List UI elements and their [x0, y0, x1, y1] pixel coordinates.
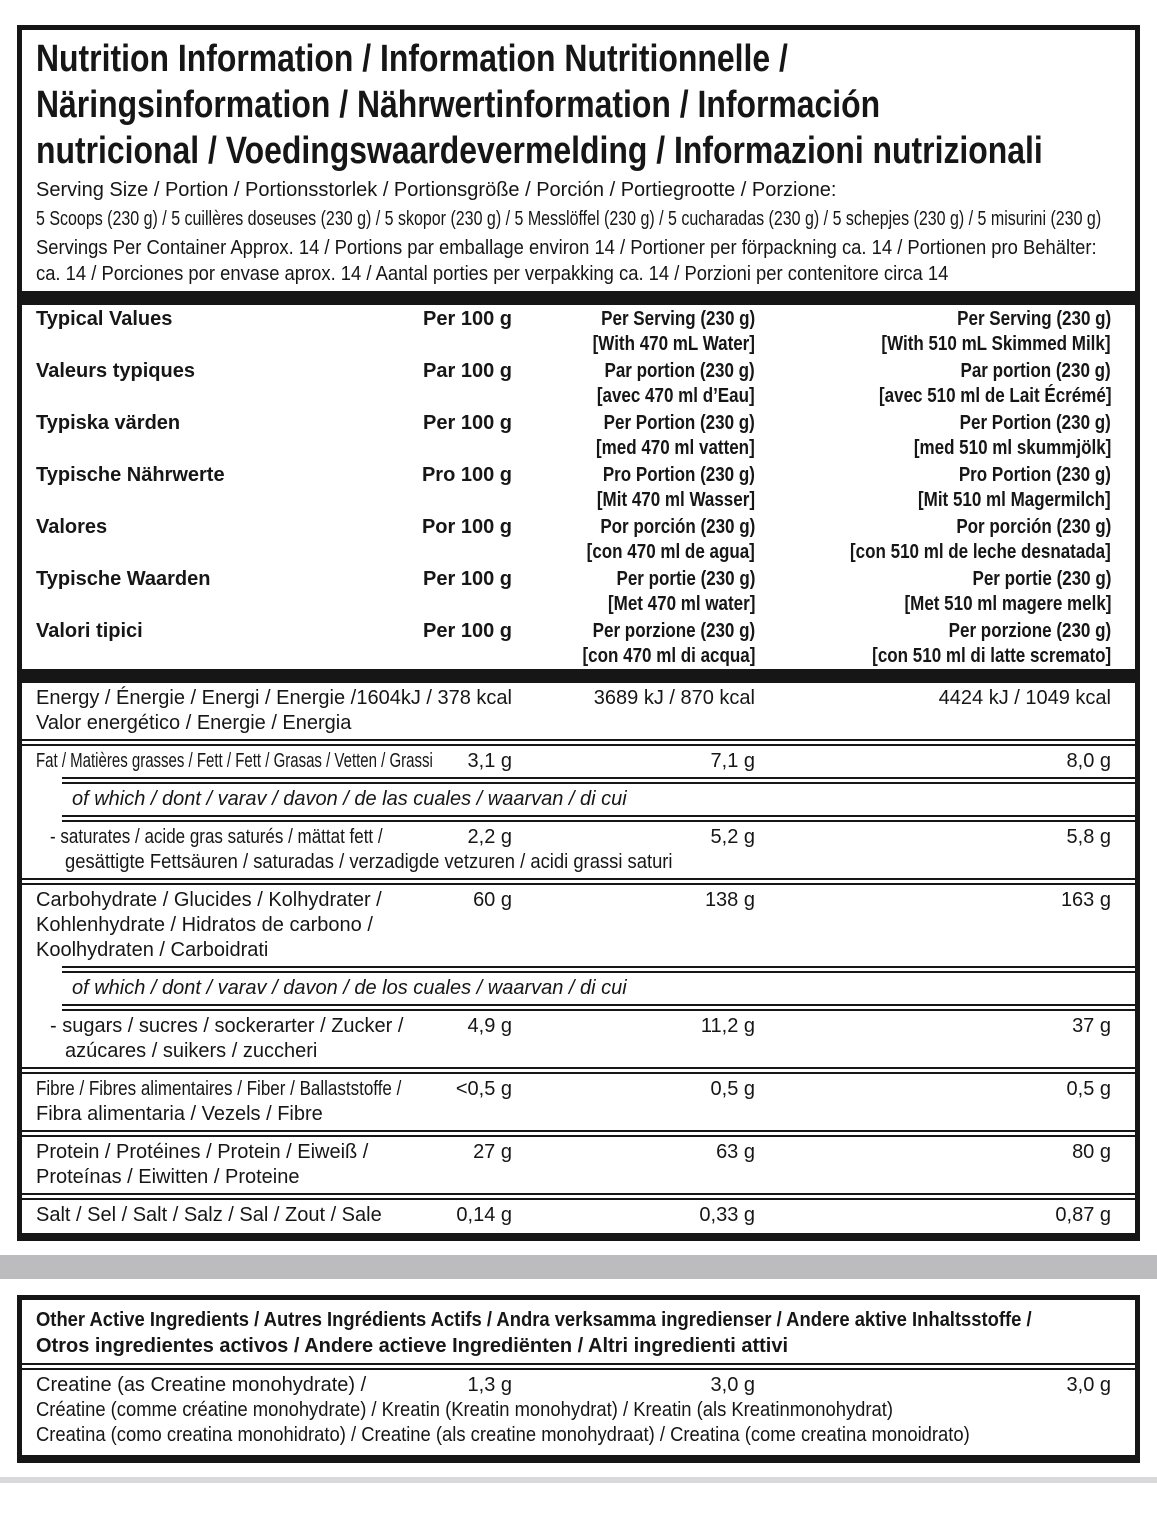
- typical-values-label: Valores: [36, 516, 108, 538]
- header-line: Per Portion (230 g): [603, 412, 755, 434]
- nutrition-facts-panel: [17, 25, 1140, 1241]
- label-line: Koolhydraten / Carboidrati: [36, 939, 269, 961]
- servings-per-container-text: Servings Per Container Approx. 14 / Portions par emballage environ 14 / Portioner per förpackning ca. 14 / Portionen pro Behälter: ca. 14 / Porciones por envase aprox. 14 / Aantal porties per verpakking ca. 14 / Porzioni per contenitore circa 14: [36, 237, 1097, 285]
- value-per-serving-water: 0,5 g: [710, 1078, 755, 1100]
- header-line: Per Serving (230 g): [956, 308, 1111, 330]
- value-per-serving-milk: 0,87 g: [1055, 1204, 1111, 1226]
- header-line: Por porción (230 g): [956, 516, 1111, 538]
- per-100g-header: Per 100 g: [423, 308, 512, 330]
- header-line: [With 510 mL Skimmed Milk]: [881, 333, 1111, 355]
- section-bar-values: [22, 669, 1135, 683]
- page-title: [36, 36, 1121, 174]
- value-per-100g: 4,9 g: [467, 1015, 512, 1037]
- serving-scoops-text: 5 Scoops (230 g) / 5 cuillères doseuses (230 g) / 5 skopor (230 g) / 5 Messlöffel (230 g) / 5 cucharadas (230 g) / 5 schepjes (230 g) / 5 misurini (230 g): [36, 208, 1102, 230]
- header-line: Otros ingredientes activos / Andere actieve Ingrediënten / Altri ingredienti attivi: [36, 1335, 789, 1357]
- typical-values-label: Typical Values: [36, 308, 173, 330]
- header-line: Par portion (230 g): [604, 360, 755, 382]
- value-per-100g: 0,14 g: [456, 1204, 512, 1226]
- row-fat: [22, 746, 1135, 777]
- servings-per-container: [36, 235, 1121, 287]
- title-line: Nutrition Information / Information Nutritionnelle /: [36, 38, 788, 80]
- value-per-100g: 1,3 g: [467, 1374, 512, 1396]
- per-serving-milk-header: [731, 463, 1111, 513]
- row-divider: [22, 739, 1135, 746]
- serving-size-label: Serving Size / Portion / Portionsstorlek / Portionsgröße / Porción / Portiegrootte / Porzione:: [36, 179, 837, 201]
- row-divider: [62, 815, 1135, 822]
- other-active-ingredients-panel: [17, 1295, 1140, 1463]
- value-per-serving-water: 5,2 g: [710, 826, 755, 848]
- per-serving-water-header: [435, 463, 755, 513]
- header-line: Other Active Ingredients / Autres Ingrédients Actifs / Andra verksamma ingredienser / Andere aktive Inhaltsstoffe /: [36, 1309, 1032, 1331]
- header-line: [Met 510 ml magere melk]: [904, 593, 1111, 615]
- table-header-row-nl: [22, 565, 1135, 617]
- section-bar-top: [22, 291, 1135, 305]
- header-line: [med 470 ml vatten]: [596, 437, 755, 459]
- table-header-row-de: [22, 461, 1135, 513]
- header-line: [con 510 ml de leche desnatada]: [850, 541, 1111, 563]
- header-line: Par portion (230 g): [960, 360, 1111, 382]
- row-sugars: [22, 1011, 1135, 1067]
- row-divider: [22, 878, 1135, 885]
- label-line: - saturates / acide gras saturés / mättat fett /: [50, 826, 383, 848]
- header-line: Pro Portion (230 g): [958, 464, 1111, 486]
- header-line: Por porción (230 g): [600, 516, 755, 538]
- per-serving-water-header: [435, 359, 755, 409]
- serving-scoops: [36, 206, 1121, 232]
- row-salt: [22, 1200, 1135, 1231]
- value-per-100g: 3,1 g: [467, 750, 512, 772]
- row-protein: [22, 1137, 1135, 1193]
- value-per-serving-water: 0,33 g: [699, 1204, 755, 1226]
- header-line: Per Serving (230 g): [600, 308, 755, 330]
- typical-values-label: Typiska värden: [36, 412, 181, 434]
- label-line: of which / dont / varav / davon / de las cuales / waarvan / di cui: [72, 788, 627, 810]
- per-serving-water-header: [435, 307, 755, 357]
- header-line: Per porzione (230 g): [592, 620, 755, 642]
- header-line: Per Portion (230 g): [959, 412, 1111, 434]
- value-per-serving-milk: 4424 kJ / 1049 kcal: [938, 687, 1111, 709]
- row-of-which-fat: [22, 784, 1135, 815]
- header-line: [med 510 ml skummjölk]: [913, 437, 1111, 459]
- table-header-row-it: [22, 617, 1135, 669]
- label-line: Protein / Protéines / Protein / Eiweiß /: [36, 1141, 369, 1163]
- nutrition-label-page: [0, 25, 1157, 1483]
- table-header-row-fr: [22, 357, 1135, 409]
- label-line: azúcares / suikers / zuccheri: [65, 1040, 318, 1062]
- header-line: [con 510 ml di latte scremato]: [871, 645, 1111, 667]
- value-per-serving-water: 63 g: [716, 1141, 755, 1163]
- value-per-100g: 27 g: [473, 1141, 512, 1163]
- value-per-100g: 60 g: [473, 889, 512, 911]
- header-line: Per portie (230 g): [972, 568, 1111, 590]
- value-per-100g: 1604kJ / 378 kcal: [356, 687, 512, 709]
- title-line: Näringsinformation / Nährwertinformation / Información: [36, 84, 881, 126]
- value-per-serving-milk: 37 g: [1072, 1015, 1111, 1037]
- value-per-serving-water: 3,0 g: [710, 1374, 755, 1396]
- label-line: Proteínas / Eiwitten / Proteine: [36, 1166, 300, 1188]
- value-per-serving-water: 11,2 g: [700, 1015, 755, 1037]
- value-per-serving-milk: 3,0 g: [1066, 1374, 1111, 1396]
- label-line: gesättigte Fettsäuren / saturadas / verzadigde vetzuren / acidi grassi saturi: [65, 851, 673, 873]
- value-per-serving-milk: 163 g: [1060, 889, 1111, 911]
- row-energy: [22, 683, 1135, 739]
- label-line: Salt / Sel / Salt / Salz / Sal / Zout / Sale: [36, 1204, 382, 1226]
- label-line: Fibre / Fibres alimentaires / Fiber / Ballaststoffe /: [36, 1078, 402, 1100]
- row-divider: [22, 1067, 1135, 1074]
- label-line: Creatine (as Creatine monohydrate) /: [36, 1374, 367, 1396]
- value-per-serving-milk: 8,0 g: [1066, 750, 1111, 772]
- per-serving-milk-header: [731, 307, 1111, 357]
- typical-values-label: Typische Nährwerte: [36, 464, 225, 486]
- row-divider: [22, 1363, 1135, 1370]
- label-line: Creatina (como creatina monohidrato) / Creatine (als creatine monohydraat) / Creatina (come creatina monoidrato): [36, 1424, 970, 1446]
- per-serving-water-header: [435, 567, 755, 617]
- value-per-serving-milk: 80 g: [1072, 1141, 1111, 1163]
- header-line: [avec 510 ml de Lait Écrémé]: [878, 385, 1111, 407]
- bottom-gap-bar: [0, 1477, 1157, 1483]
- label-line: Fibra alimentaria / Vezels / Fibre: [36, 1103, 323, 1125]
- label-line: Carbohydrate / Glucides / Kolhydrater /: [36, 889, 382, 911]
- label-line: Energy / Énergie / Energi / Energie /: [36, 687, 357, 709]
- per-serving-water-header: [435, 515, 755, 565]
- table-header-row-es: [22, 513, 1135, 565]
- table-header-row-sv: [22, 409, 1135, 461]
- header-line: Per portie (230 g): [616, 568, 755, 590]
- other-active-ingredients-header: [22, 1300, 1135, 1363]
- title-line: nutricional / Voedingswaardevermelding / Informazioni nutrizionali: [36, 130, 1043, 172]
- value-per-serving-milk: 5,8 g: [1066, 826, 1111, 848]
- per-100g-header: Per 100 g: [423, 568, 512, 590]
- per-100g-header: Par 100 g: [423, 360, 512, 382]
- value-per-100g: <0,5 g: [455, 1078, 512, 1100]
- row-fibre: [22, 1074, 1135, 1130]
- header-line: Pro Portion (230 g): [602, 464, 755, 486]
- row-saturates: [22, 822, 1135, 878]
- row-divider: [62, 777, 1135, 784]
- per-serving-water-header: [435, 411, 755, 461]
- per-serving-milk-header: [731, 411, 1111, 461]
- per-100g-header: Per 100 g: [423, 412, 512, 434]
- per-serving-milk-header: [731, 359, 1111, 409]
- typical-values-label: Typische Waarden: [36, 568, 211, 590]
- label-line: Fat / Matières grasses / Fett / Fett / Grasas / Vetten / Grassi: [36, 750, 433, 772]
- value-per-100g: 2,2 g: [467, 826, 512, 848]
- per-serving-milk-header: [731, 567, 1111, 617]
- header-line: Per porzione (230 g): [948, 620, 1111, 642]
- per-serving-milk-header: [731, 515, 1111, 565]
- per-serving-water-header: [435, 619, 755, 669]
- label-line: - sugars / sucres / sockerarter / Zucker /: [50, 1015, 404, 1037]
- row-carbohydrate: [22, 885, 1135, 966]
- header-line: [Mit 510 ml Magermilch]: [918, 489, 1111, 511]
- row-creatine: [22, 1370, 1135, 1451]
- label-line: Créatine (comme créatine monohydrate) / Kreatin (Kreatin monohydrat) / Kreatin (als Kreatinmonohydrat): [36, 1399, 894, 1421]
- row-divider: [62, 1004, 1135, 1011]
- label-line: Valor energético / Energie / Energia: [36, 712, 352, 734]
- header-line: [con 470 ml de agua]: [586, 541, 755, 563]
- value-per-serving-water: 3689 kJ / 870 kcal: [593, 687, 755, 709]
- row-divider: [22, 1130, 1135, 1137]
- header-line: [avec 470 ml d’Eau]: [597, 385, 755, 407]
- value-per-serving-water: 7,1 g: [710, 750, 755, 772]
- row-divider: [62, 966, 1135, 973]
- per-100g-header: Pro 100 g: [421, 464, 512, 486]
- header-line: [con 470 ml di acqua]: [582, 645, 755, 667]
- header-line: [With 470 mL Water]: [592, 333, 755, 355]
- per-serving-milk-header: [731, 619, 1111, 669]
- panel-gap-bar: [0, 1255, 1157, 1279]
- typical-values-label: Valori tipici: [36, 620, 143, 642]
- row-of-which-carbohydrate: [22, 973, 1135, 1004]
- value-per-serving-milk: 0,5 g: [1066, 1078, 1111, 1100]
- typical-values-label: Valeurs typiques: [36, 360, 195, 382]
- table-header-row-en: [22, 305, 1135, 357]
- per-100g-header: Per 100 g: [423, 620, 512, 642]
- row-divider: [22, 1193, 1135, 1200]
- label-line: Kohlenhydrate / Hidratos de carbono /: [36, 914, 373, 936]
- per-100g-header: Por 100 g: [421, 516, 512, 538]
- header-line: [Mit 470 ml Wasser]: [596, 489, 755, 511]
- label-line: of which / dont / varav / davon / de los cuales / waarvan / di cui: [72, 977, 627, 999]
- value-per-serving-water: 138 g: [704, 889, 755, 911]
- header-line: [Met 470 ml water]: [607, 593, 755, 615]
